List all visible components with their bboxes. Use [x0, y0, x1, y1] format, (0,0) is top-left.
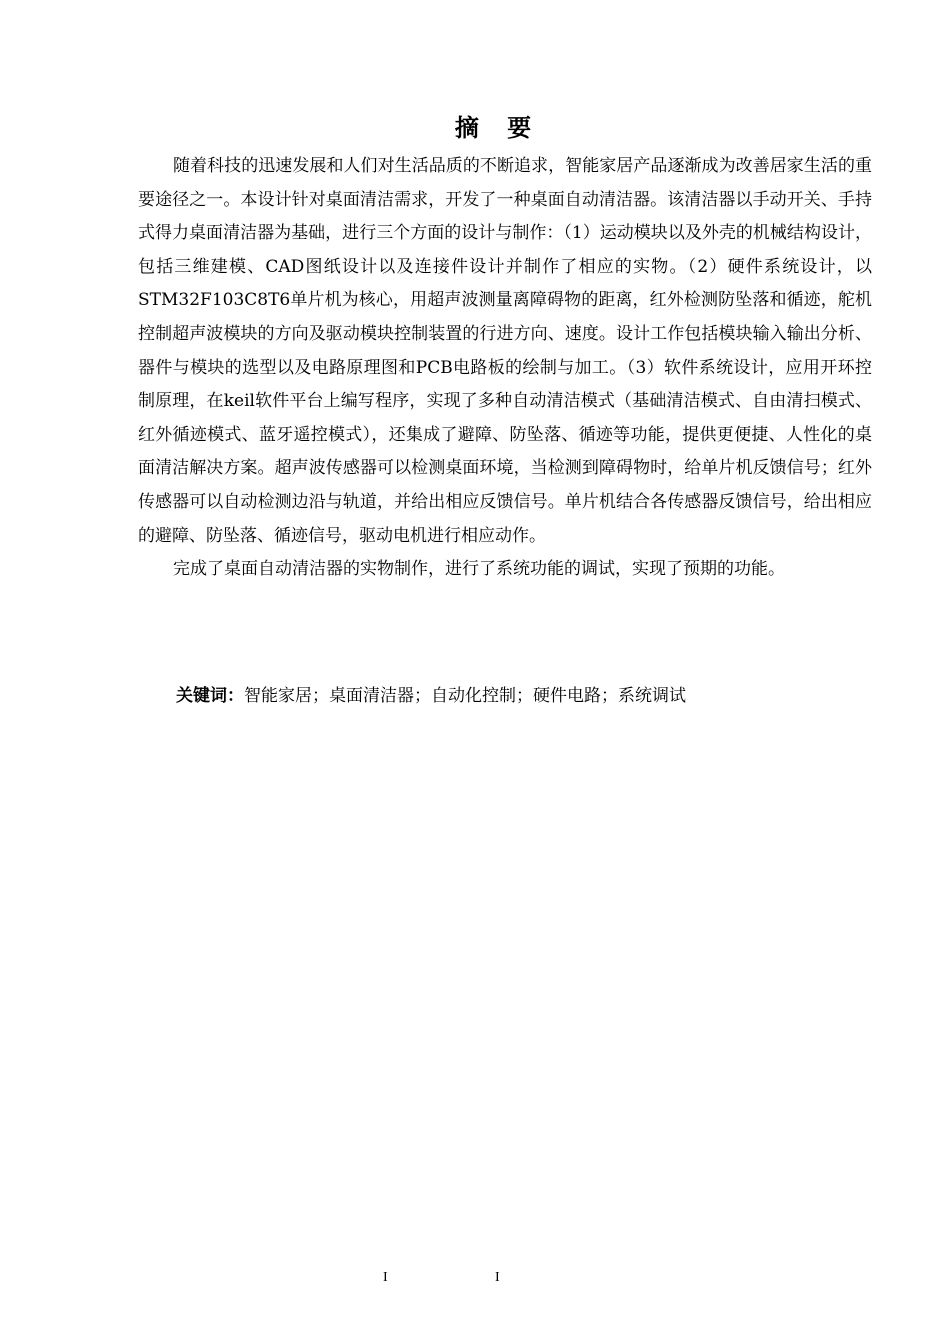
abstract-paragraph-2: 完成了桌面自动清洁器的实物制作，进行了系统功能的调试，实现了预期的功能。: [173, 559, 785, 580]
page-number-left: I: [383, 1270, 388, 1285]
keywords-text: 智能家居；桌面清洁器；自动化控制；硬件电路；系统调试: [244, 686, 686, 706]
abstract-paragraph-1: 随着科技的迅速发展和人们对生活品质的不断追求，智能家居产品逐渐成为改善居家生活的重要途径之一。本设计针对桌面清洁需求，开发了一种桌面自动清洁器。该清洁器以手动开关、手持式得力桌面清洁器为基础，进行三个方面的设计与制作：（1）运动模块以及外壳的机械结构设计，包括三维建模、CAD图纸设计以及连接件设计并制作了相应的实物。（2）硬件系统设计，以STM32F103C8T6单片机为核心，用超声波测量离障碍物的距离，红外检测防坠落和循迹，舵机控制超声波模块的方向及驱动模块控制装置的行进方向、速度。设计工作包括模块输入输出分析、器件与模块的选型以及电路原理图和PCB电路板的绘制与加工。（3）软件系统设计，应用开环控制原理，在keil软件平台上编写程序，实现了多种自动清洁模式（基础清洁模式、自由清扫模式、红外循迹模式、蓝牙遥控模式），还集成了避障、防坠落、循迹等功能，提供更便捷、人性化的桌面清洁解决方案。超声波传感器可以检测桌面环境，当检测到障碍物时，给单片机反馈信号；红外传感器可以自动检测边沿与轨道，并给出相应反馈信号。单片机结合各传感器反馈信号，给出相应的避障、防坠落、循迹信号，驱动电机进行相应动作。: [138, 156, 872, 546]
keywords-line: [176, 680, 686, 713]
keywords-label: 关键词：: [176, 686, 244, 706]
page-title: 摘 要: [454, 114, 542, 142]
abstract-body: [138, 150, 872, 587]
page-number-right: I: [495, 1270, 500, 1285]
